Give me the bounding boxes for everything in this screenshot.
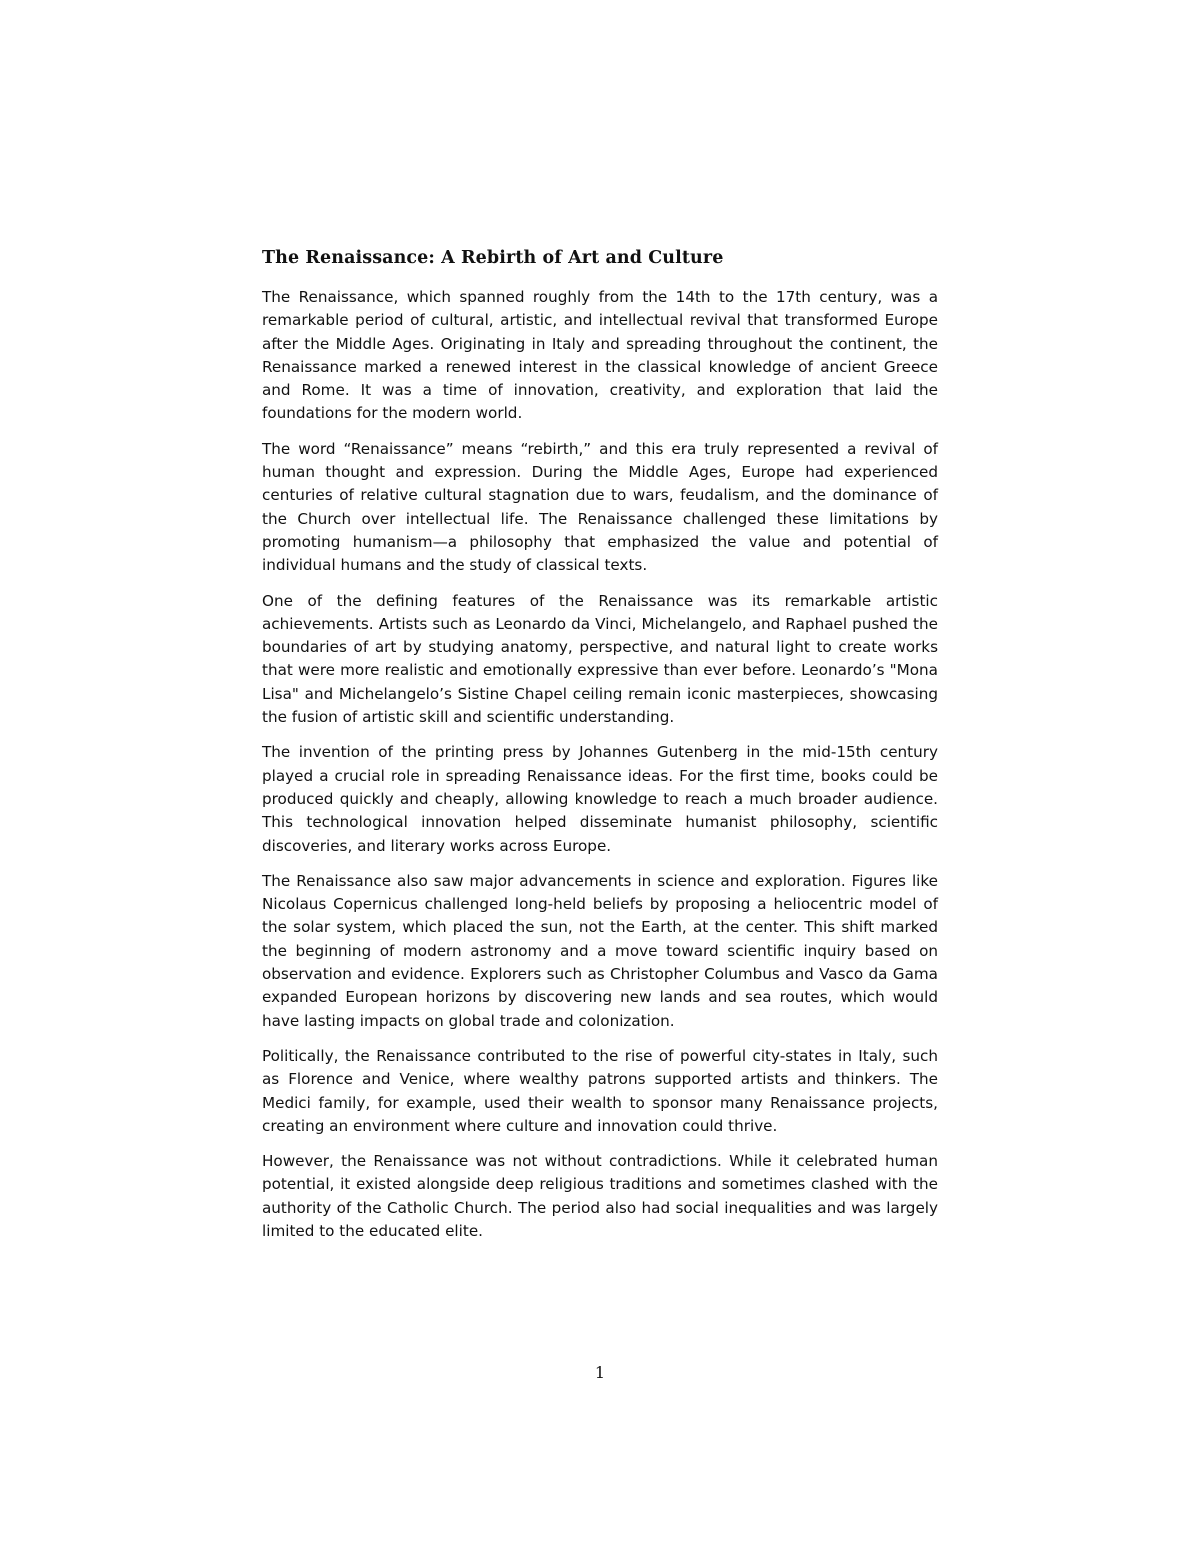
paragraph-science-exploration: The Renaissance also saw major advancements in science and exploration. Figures like Nicolaus Copernicus challenged long-held beliefs by proposing a heliocentric model of the solar system, which placed the sun, not the Earth, at the center. This shift marked the beginning of modern astronomy and a move toward scientific inquiry based on observation and evidence. Explorers such as Christopher Columbus and Vasco da Gama expanded European horizons by discovering new lands and sea routes, which would have lasting impacts on global trade and colonization. <box>262 871 938 1030</box>
paragraph-printing-press: The invention of the printing press by Johannes Gutenberg in the mid-15th century played a crucial role in spreading Renaissance ideas. For the first time, books could be produced quickly and cheaply, allowing knowledge to reach a much broader audience. This technological innovation helped disseminate humanist philosophy, scientific discoveries, and literary works across Europe. <box>262 743 938 855</box>
paragraph-art: One of the defining features of the Renaissance was its remarkable artistic achievements. Artists such as Leonardo da Vinci, Michelangelo, and Raphael pushed the boundaries of art by studying anatomy, perspective, and natural light to create works that were more realistic and emotionally expressive than ever before. Leonardo’s "Mona Lisa" and Michelangelo’s Sistine Chapel ceiling remain iconic masterpieces, showcasing the fusion of artistic skill and scientific understanding. <box>262 591 938 727</box>
paragraph-politics: Politically, the Renaissance contributed to the rise of powerful city-states in Italy, such as Florence and Venice, where wealthy patrons supported artists and thinkers. The Medici family, for example, used their wealth to sponsor many Renaissance projects, creating an environment where culture and innovation could thrive. <box>262 1046 938 1135</box>
document-body <box>262 246 938 1255</box>
paragraph-rebirth: The word “Renaissance” means “rebirth,” and this era truly represented a revival of human thought and expression. During the Middle Ages, Europe had experienced centuries of relative cultural stagnation due to wars, feudalism, and the dominance of the Church over intellectual life. The Renaissance challenged these limitations by promoting humanism—a philosophy that emphasized the value and potential of individual humans and the study of classical texts. <box>262 439 938 575</box>
paragraph-contradictions: However, the Renaissance was not without contradictions. While it celebrated human potential, it existed alongside deep religious traditions and sometimes clashed with the authority of the Catholic Church. The period also had social inequalities and was largely limited to the educated elite. <box>262 1152 938 1240</box>
page-number: 1 <box>594 1363 606 1382</box>
paragraph-intro: The Renaissance, which spanned roughly from the 14th to the 17th century, was a remarkable period of cultural, artistic, and intellectual revival that transformed Europe after the Middle Ages. Originating in Italy and spreading throughout the continent, the Renaissance marked a renewed interest in the classical knowledge of ancient Greece and Rome. It was a time of innovation, creativity, and exploration that laid the foundations for the modern world. <box>262 288 938 423</box>
document-title: The Renaissance: A Rebirth of Art and Culture <box>262 248 724 268</box>
